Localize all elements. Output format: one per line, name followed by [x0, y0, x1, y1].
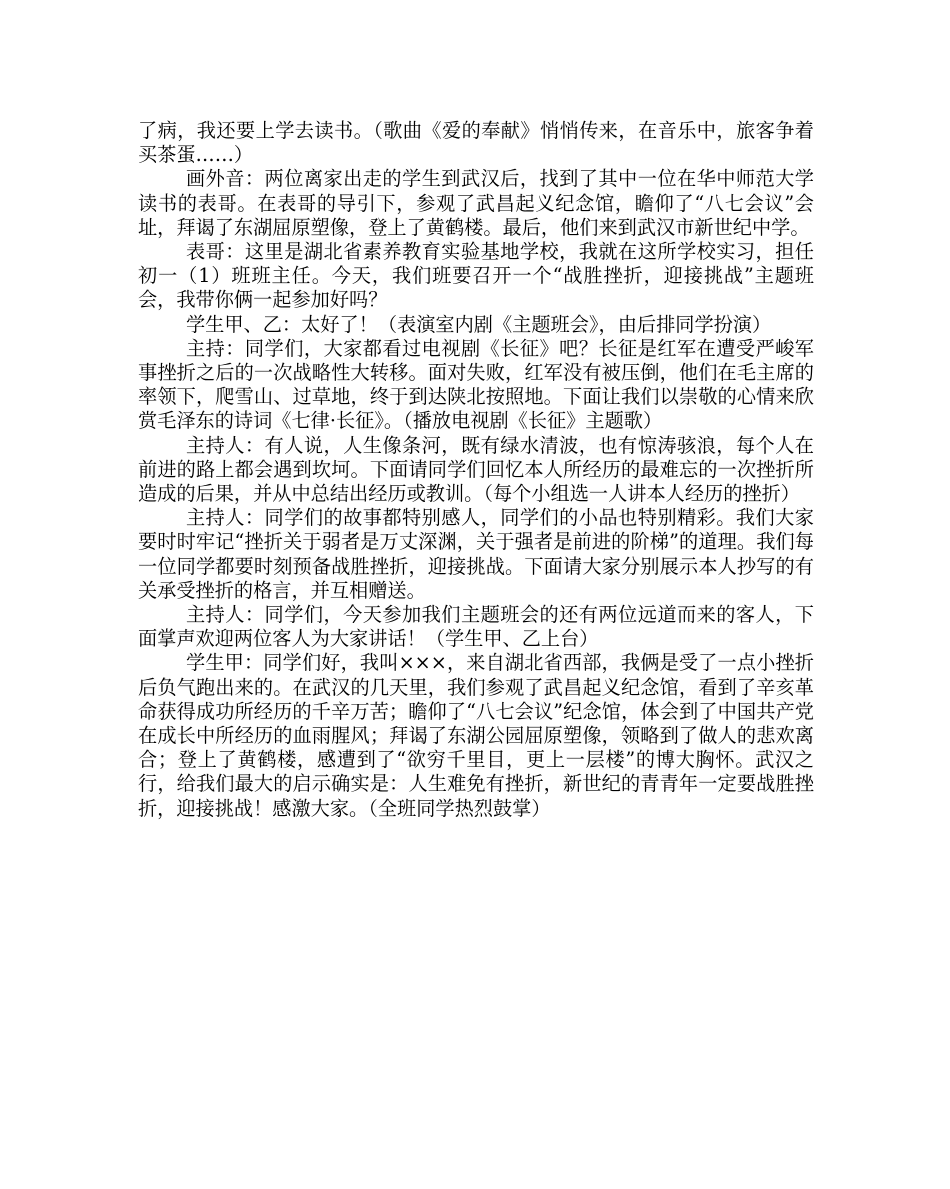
paragraph-student-speech: 学生甲：同学们好，我叫×××，来自湖北省西部，我俩是受了一点小挫折后负气跑出来的。在武汉的几天里，我们参观了武昌起义纪念馆，看到了辛亥革命获得成功所经历的千辛万苦；瞻仰了“八七会议”纪念馆，体会到了中国共产党在成长中所经历的血雨腥风；拜谒了东湖公园屈原塑像，领略到了做人的悲欢离合；登上了黄鹤楼，感遭到了“欲穷千里目，更上一层楼”的博大胸怀。武汉之行，给我们最大的启示确实是：人生难免有挫折，新世纪的青青年一定要战胜挫折，迎接挑战！感激大家。（全班同学热烈鼓掌） [138, 651, 814, 820]
paragraph-cousin: 表哥：这里是湖北省素养教育实验基地学校，我就在这所学校实习，担任初一（1）班班主任。今天，我们班要召开一个“战胜挫折，迎接挑战”主题班会，我带你俩一起参加好吗？ [138, 240, 814, 312]
paragraph-host-setback-ladder: 主持人：同学们的故事都特别感人，同学们的小品也特别精彩。我们大家要时时牢记“挫折关于弱者是万丈深渊，关于强者是前进的阶梯”的道理。我们每一位同学都要时刻预备战胜挫折，迎接挑战。下面请大家分别展示本人抄写的有关承受挫折的格言，并互相赠送。 [138, 506, 814, 602]
paragraph-students-reply: 学生甲、乙：太好了！（表演室内剧《主题班会》，由后排同学扮演） [186, 312, 772, 336]
paragraph-voiceover: 画外音：两位离家出走的学生到武汉后，找到了其中一位在华中师范大学读书的表哥。在表哥的导引下，参观了武昌起义纪念馆，瞻仰了“八七会议”会址，拜谒了东湖屈原塑像，登上了黄鹤楼。最后，他们来到武汉市新世纪中学。 [138, 167, 814, 239]
paragraph-host-long-march: 主持：同学们，大家都看过电视剧《长征》吧？长征是红军在遭受严峻军事挫折之后的一次战略性大转移。面对失败，红军没有被压倒，他们在毛主席的率领下，爬雪山、过草地，终于到达陕北按照地。下面让我们以崇敬的心情来欣赏毛泽东的诗词《七律·长征》。（播放电视剧《长征》主题歌） [138, 336, 814, 433]
paragraph-continuation: 了病，我还要上学去读书。（歌曲《爱的奉献》悄悄传来，在音乐中，旅客争着买茶蛋……） [138, 119, 814, 167]
document-body [138, 119, 814, 821]
paragraph-host-welcome-guests: 主持人：同学们，今天参加我们主题班会的还有两位远道而来的客人，下面掌声欢迎两位客人为大家讲话！（学生甲、乙上台） [138, 603, 814, 651]
paragraph-host-life-river: 主持人：有人说，人生像条河，既有绿水清波，也有惊涛骇浪，每个人在前进的路上都会遇到坎坷。下面请同学们回忆本人所经历的最难忘的一次挫折所造成的后果，并从中总结出经历或教训。（每个小组选一人讲本人经历的挫折） [138, 433, 814, 506]
